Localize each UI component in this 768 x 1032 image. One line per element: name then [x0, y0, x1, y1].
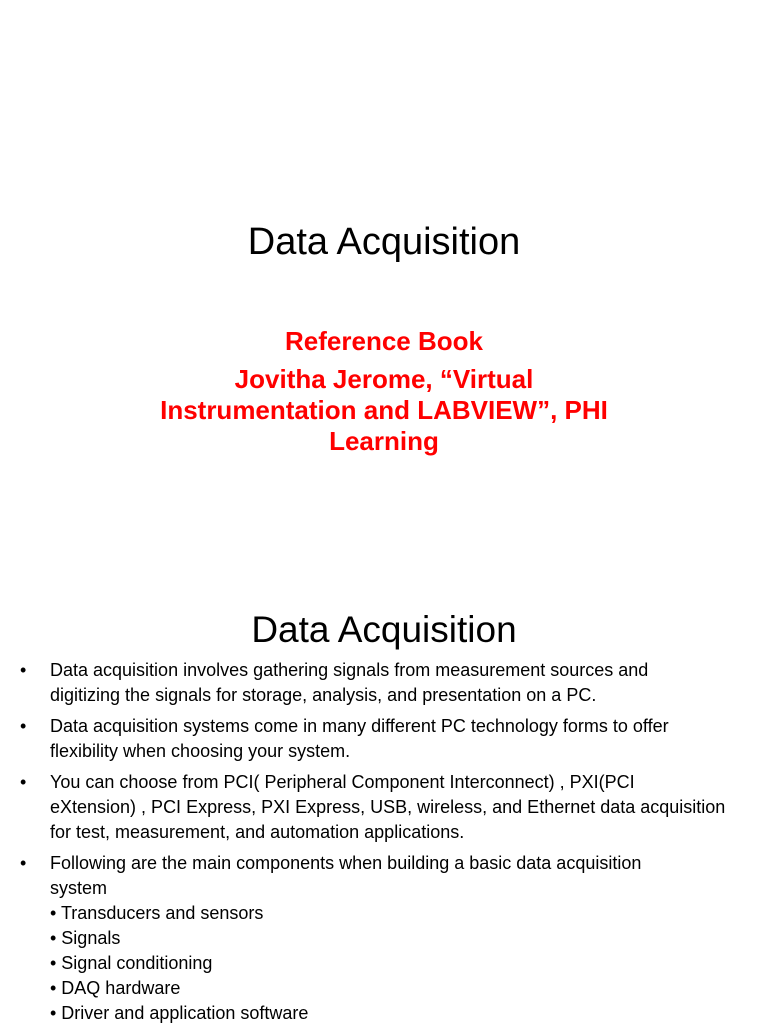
bullet-text-line: You can choose from PCI( Peripheral Component Interconnect) , PXI(PCI — [50, 772, 635, 792]
component-item: • DAQ hardware — [50, 978, 181, 998]
reference-line: Instrumentation and LABVIEW”, PHI — [160, 395, 608, 425]
reference-line: Learning — [329, 426, 439, 456]
bullet-icon: • — [20, 772, 27, 792]
bullet-text-line: flexibility when choosing your system. — [50, 741, 351, 761]
bullet-text-line: for test, measurement, and automation applications. — [50, 822, 465, 842]
component-item: • Signal conditioning — [50, 953, 213, 973]
component-item: • Transducers and sensors — [50, 903, 264, 923]
bullet-icon: • — [20, 716, 27, 736]
bullet-text-line: digitizing the signals for storage, analysis, and presentation on a PC. — [50, 685, 597, 705]
bullet-text-line: system — [50, 878, 108, 898]
reference-heading: Reference Book — [285, 326, 483, 356]
bullet-icon: • — [20, 660, 27, 680]
component-list — [50, 901, 758, 1026]
reference-line: Jovitha Jerome, “Virtual — [234, 364, 534, 394]
slide-title: Data Acquisition — [247, 221, 521, 263]
component-item: • Driver and application software — [50, 1003, 309, 1023]
bullet-icon: • — [20, 853, 27, 873]
bullet-text-line: Data acquisition involves gathering signals from measurement sources and — [50, 660, 649, 680]
bullet-text-line: eXtension) , PCI Express, PXI Express, USB, wireless, and Ethernet data acquisition — [50, 797, 726, 817]
component-item: • Signals — [50, 928, 121, 948]
bullet-text-line: Following are the main components when building a basic data acquisition — [50, 853, 642, 873]
bullet-item — [18, 770, 758, 845]
slide-title: Data Acquisition — [251, 609, 517, 650]
bullet-list — [18, 658, 758, 1032]
bullet-item — [18, 714, 758, 764]
content-slide — [0, 576, 768, 1024]
bullet-text-line: Data acquisition systems come in many different PC technology forms to offer — [50, 716, 669, 736]
reference-block — [84, 326, 684, 457]
bullet-item — [18, 851, 758, 1026]
bullet-item — [18, 658, 758, 708]
